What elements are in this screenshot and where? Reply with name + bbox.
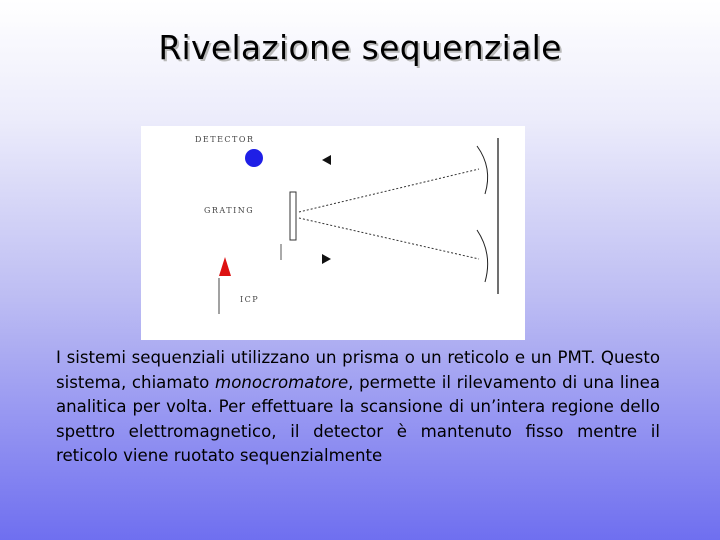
grating-label: GRATING (204, 206, 255, 215)
arrow-left-icon (322, 155, 331, 165)
paragraph-part-1: I sistemi sequenziali utilizzano un prisma o un reticolo e un PMT. Questo sistema, chiamato (56, 348, 660, 392)
mirror-upper (477, 146, 488, 194)
slide-title: Rivelazione sequenziale (158, 28, 562, 67)
spectrometer-svg (141, 126, 525, 340)
arrow-right-icon (322, 254, 331, 264)
detector-label: DETECTOR (195, 135, 255, 144)
icp-source-icon (219, 257, 231, 276)
mirror-lower (477, 230, 488, 282)
icp-label: ICP (240, 295, 260, 304)
beam-upper (299, 169, 479, 212)
beam-lower (299, 218, 479, 259)
body-paragraph (56, 346, 660, 469)
paragraph-italic-term: monocromatore (215, 372, 349, 392)
paragraph-part-2: , permette il rilevamento di una linea analitica per volta. Per effettuare la scansione di un’intera regione dello spettro elettromagnetico, il detector è mantenuto fisso mentre il reticolo viene ruotato sequenzialmente (56, 372, 660, 465)
detector-icon (245, 149, 263, 167)
spectrometer-diagram (141, 126, 525, 340)
grating-plate (290, 192, 296, 240)
